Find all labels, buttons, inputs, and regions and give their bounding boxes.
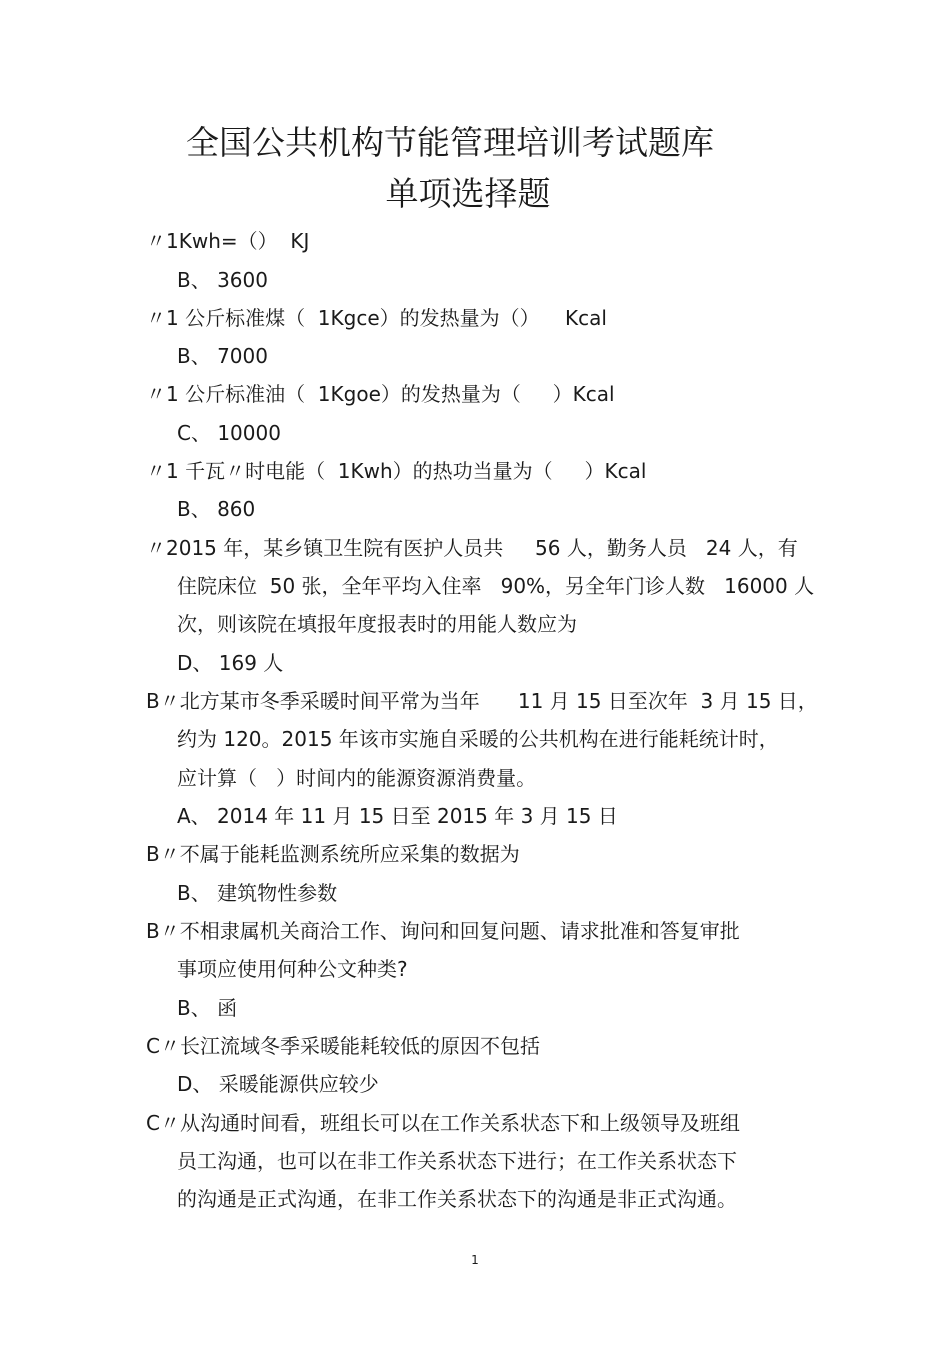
question-6-answer: A、 2014 年 11 月 15 日至 2015 年 3 月 15 日 bbox=[177, 804, 618, 828]
question-10-line-2: 员工沟通，也可以在非工作关系状态下进行；在工作关系状态下 bbox=[177, 1149, 737, 1173]
question-9-line-1: C〃长江流域冬季采暖能耗较低的原因不包括 bbox=[146, 1034, 540, 1058]
question-6-line-3: 应计算（ ）时间内的能源资源消费量。 bbox=[177, 766, 537, 790]
question-1-answer: B、 3600 bbox=[177, 268, 268, 292]
question-4-answer: B、 860 bbox=[177, 497, 256, 521]
question-7-line-1: B〃不属于能耗监测系统所应采集的数据为 bbox=[146, 842, 520, 866]
question-8-answer: B、 函 bbox=[177, 996, 238, 1020]
question-8-line-2: 事项应使用何种公文种类? bbox=[177, 957, 408, 981]
question-7-answer: B、 建筑物性参数 bbox=[177, 881, 338, 905]
question-6-line-2: 约为 120。2015 年该市实施自采暖的公共机构在进行能耗统计时， bbox=[177, 727, 779, 751]
question-2-line-1: 〃1 公斤标准煤（ 1Kgce）的发热量为（） Kcal bbox=[146, 306, 607, 330]
question-6-line-1: B〃北方某市冬季采暖时间平常为当年 11 月 15 日至次年 3 月 15 日， bbox=[146, 689, 818, 713]
question-10-line-3: 的沟通是正式沟通，在非工作关系状态下的沟通是非正式沟通。 bbox=[177, 1187, 737, 1211]
question-5-line-2: 住院床位 50 张，全年平均入住率 90%，另全年门诊人数 16000 人 bbox=[177, 574, 815, 598]
question-2-answer: B、 7000 bbox=[177, 344, 268, 368]
question-5-line-1: 〃2015 年，某乡镇卫生院有医护人员共 56 人，勤务人员 24 人，有 bbox=[146, 536, 798, 560]
page-number: 1 bbox=[471, 1253, 479, 1267]
question-10-line-1: C〃从沟通时间看，班组长可以在工作关系状态下和上级领导及班组 bbox=[146, 1111, 740, 1135]
document-subtitle: 单项选择题 bbox=[385, 174, 551, 213]
document-title: 全国公共机构节能管理培训考试题库 bbox=[186, 123, 714, 162]
question-9-answer: D、 采暖能源供应较少 bbox=[177, 1072, 379, 1096]
question-5-line-3: 次，则该院在填报年度报表时的用能人数应为 bbox=[177, 612, 577, 636]
question-1-line-1: 〃1Kwh=（） KJ bbox=[146, 229, 310, 253]
question-4-line-1: 〃1 千瓦〃时电能（ 1Kwh）的热功当量为（ ）Kcal bbox=[146, 459, 647, 483]
question-3-line-1: 〃1 公斤标准油（ 1Kgoe）的发热量为（ ）Kcal bbox=[146, 382, 615, 406]
question-3-answer: C、 10000 bbox=[177, 421, 281, 445]
question-8-line-1: B〃不相隶属机关商洽工作、询问和回复问题、请求批准和答复审批 bbox=[146, 919, 740, 943]
question-5-answer: D、 169 人 bbox=[177, 651, 284, 675]
